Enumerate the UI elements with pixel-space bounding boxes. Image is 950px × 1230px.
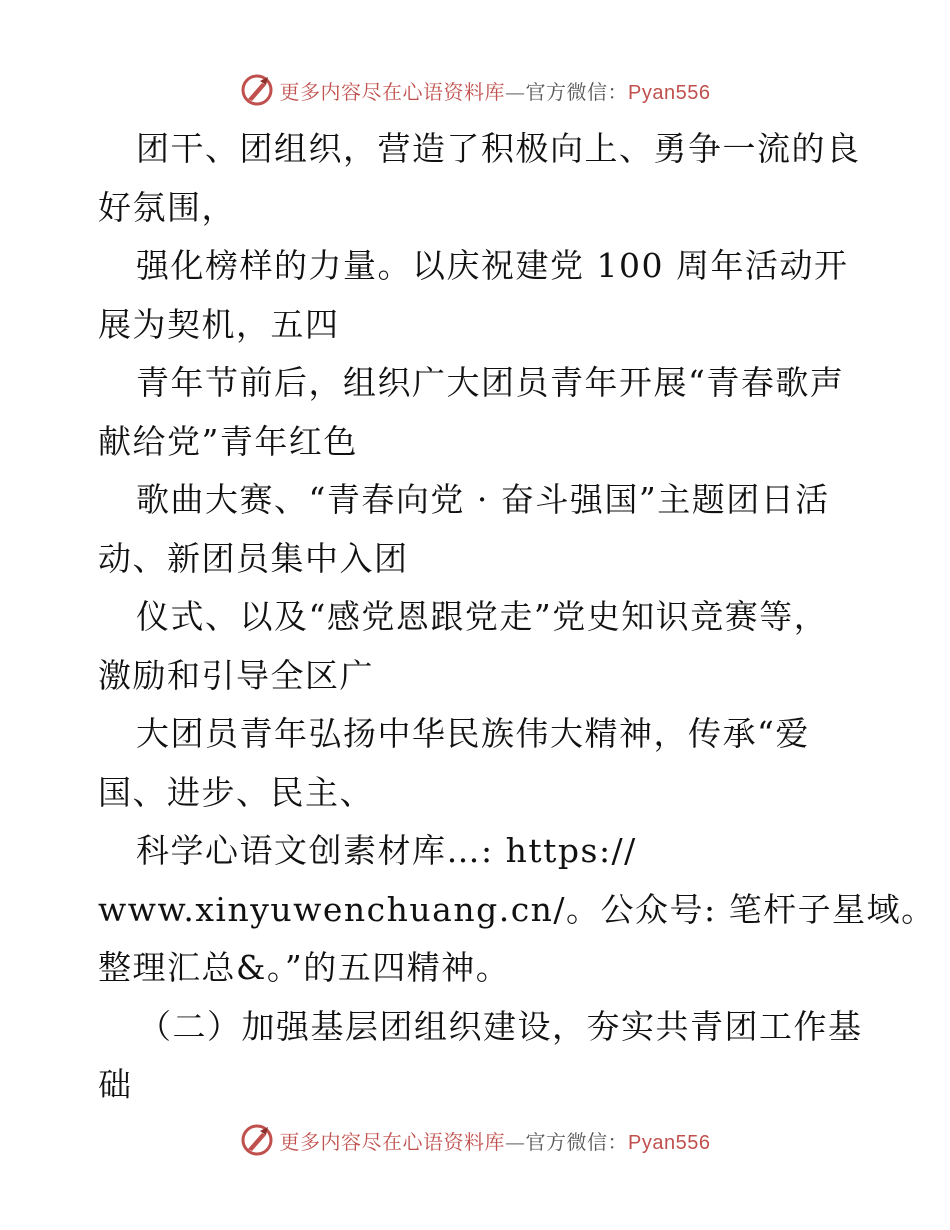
text-line: 大团员青年弘扬中华民族伟大精神，传承“爱 bbox=[136, 714, 810, 753]
header-wechat-account: Pyan556 bbox=[628, 81, 711, 104]
quill-pen-logo-icon bbox=[240, 73, 274, 107]
text-line: 团干、团组织，营造了积极向上、勇争一流的良 bbox=[136, 129, 861, 168]
text-line: 展为契机，五四 bbox=[98, 304, 340, 344]
text-line: 仪式、以及“感党恩跟党走”党史知识竞赛等， bbox=[136, 597, 829, 636]
text-line: 科学心语文创素材库…: https:// bbox=[136, 831, 637, 870]
document-body bbox=[98, 120, 936, 1115]
header-separator: — bbox=[505, 79, 526, 104]
text-line: www.xinyuwenchuang.cn/。公众号: 笔杆子星域。 bbox=[98, 889, 936, 929]
text-line: 整理汇总&。”的五四精神。 bbox=[98, 948, 511, 987]
section-heading: （二）加强基层团组织建设，夯实共青团工作基 bbox=[138, 1006, 863, 1046]
text-line: 国、进步、民主、 bbox=[98, 772, 374, 812]
quill-pen-logo-icon bbox=[240, 1123, 274, 1157]
header-wechat-label: 官方微信： bbox=[525, 79, 629, 104]
text-line: 献给党”青年红色 bbox=[98, 421, 358, 461]
text-line: 础 bbox=[98, 1065, 133, 1104]
header-site-text: 更多内容尽在心语资料库 bbox=[279, 79, 506, 104]
text-line: 强化榜样的力量。以庆祝建党 100 周年活动开 bbox=[136, 246, 849, 285]
text-line: 好氛围， bbox=[98, 187, 236, 227]
footer-banner-text bbox=[280, 1126, 711, 1155]
header-banner bbox=[0, 70, 950, 110]
footer-site-text: 更多内容尽在心语资料库 bbox=[279, 1129, 506, 1154]
text-line: 激励和引导全区广 bbox=[98, 655, 374, 695]
footer-wechat-label: 官方微信： bbox=[525, 1129, 629, 1154]
header-banner-text bbox=[280, 76, 711, 105]
text-line: 青年节前后，组织广大团员青年开展“青春歌声 bbox=[136, 363, 845, 402]
footer-wechat-account: Pyan556 bbox=[628, 1131, 711, 1154]
text-line: 歌曲大赛、“青春向党 · 奋斗强国”主题团日活 bbox=[136, 480, 830, 519]
footer-separator: — bbox=[505, 1129, 526, 1154]
text-line: 动、新团员集中入团 bbox=[98, 538, 409, 578]
footer-banner bbox=[0, 1120, 950, 1160]
